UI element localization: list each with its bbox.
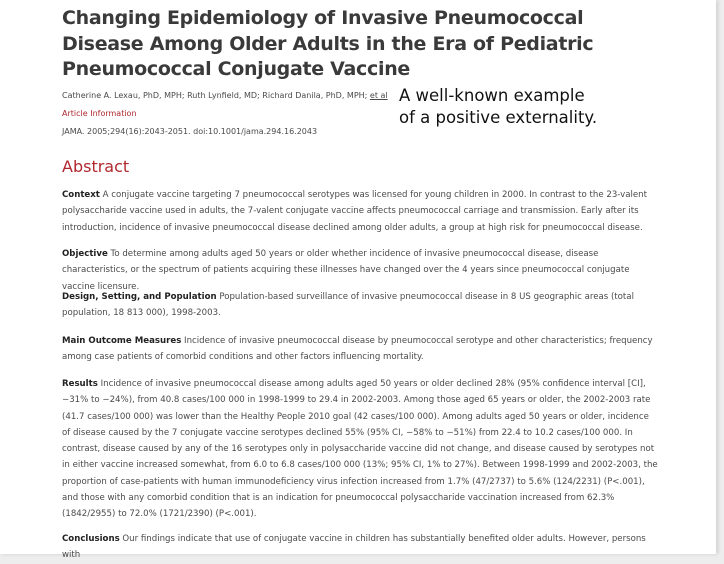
authors-text: Catherine A. Lexau, PhD, MPH; Ruth Lynfield, MD; Richard Danila, PhD, MPH;	[62, 91, 368, 100]
section-text: A conjugate vaccine targeting 7 pneumococcal serotypes was licensed for young children in 2000. In contrast to the 23-valent polysaccharide vaccine used in adults, the 7-valent conjugate vaccine affects pneumococcal carriage and transmission. Early after its introduction, incidence of invasive pneumococcal disease declined among older adults, a group at high risk for pneumococcal disease.	[62, 190, 648, 233]
section-label: Conclusions	[62, 534, 120, 544]
section-text: Population-based surveillance of invasive pneumococcal disease in 8 US geographic areas (total population, 18 813 000), 1998-2003.	[62, 292, 634, 319]
citation: JAMA. 2005;294(16):2043-2051. doi:10.1001/jama.294.16.2043	[62, 127, 318, 136]
section-text: Incidence of invasive pneumococcal disease among adults aged 50 years or older declined 28% (95% confidence interval [CI], −31% to −24%), from 40.8 cases/100 000 in 1998-1999 to 29.4 in 2002-2003. Among those aged 65 years or older, the 2002-2003 rate (41.7 cases/100 000) was lower than the Healthy People 2010 goal (42 cases/100 000). Among adults aged 50 years or older, incidence of disease caused by the 7 conjugate vaccine serotypes declined 55% (95% CI, −58% to −51%) from 22.4 to 10.2 cases/100 000. In contrast, disease caused by any of the 16 serotypes only in polysaccharide vaccine did not change, and disease caused by serotypes not in either vaccine increased somewhat, from 6.0 to 6.8 cases/100 000 (13%; 95% CI, 1% to 27%). Between 1998-1999 and 2002-2003, the proportion of case-patients with human immunodeficiency virus infection increased from 1.7% (47/2737) to 5.6% (124/2231) (P<.001), and those with any comorbid condition that is an indication for pneumococcal polysaccharide vaccination increased from 62.3% (1842/2955) to 72.0% (1721/2390) (P<.001).	[62, 379, 658, 520]
section-label: Objective	[62, 249, 108, 259]
annotation-line-1: A well-known example	[399, 86, 585, 105]
article-information-link[interactable]: Article Information	[62, 109, 137, 118]
abstract-section-results	[62, 376, 658, 523]
et-al-link[interactable]: et al	[369, 91, 388, 100]
annotation-line-2: of a positive externality.	[399, 108, 598, 127]
author-list	[62, 91, 388, 100]
abstract-section-conclusions	[62, 531, 658, 564]
abstract-heading: Abstract	[62, 157, 130, 176]
abstract-section-context	[62, 187, 658, 236]
abstract-section-design	[62, 289, 658, 322]
section-text: To determine among adults aged 50 years or older whether incidence of invasive pneumococcal disease, disease characteristics, or the spectrum of patients acquiring these illnesses have changed over the 4 years since pneumococcal conjugate vaccine licensure.	[62, 249, 630, 292]
section-label: Context	[62, 190, 100, 200]
section-text: Our findings indicate that use of conjugate vaccine in children has substantially benefited older adults. However, persons with	[62, 534, 646, 561]
section-text: Incidence of invasive pneumococcal disease by pneumococcal serotype and other characteristics; frequency among case patients of comorbid conditions and other factors influencing mortality.	[62, 336, 653, 363]
article-title: Changing Epidemiology of Invasive Pneumococcal Disease Among Older Adults in the Era of Pediatric Pneumococcal Conjugate Vaccine	[62, 7, 594, 80]
abstract-section-objective	[62, 246, 658, 295]
section-label: Main Outcome Measures	[62, 336, 182, 346]
annotation-note	[399, 85, 699, 129]
section-label: Results	[62, 379, 98, 389]
section-label: Design, Setting, and Population	[62, 292, 217, 302]
abstract-section-outcome-measures	[62, 333, 658, 366]
